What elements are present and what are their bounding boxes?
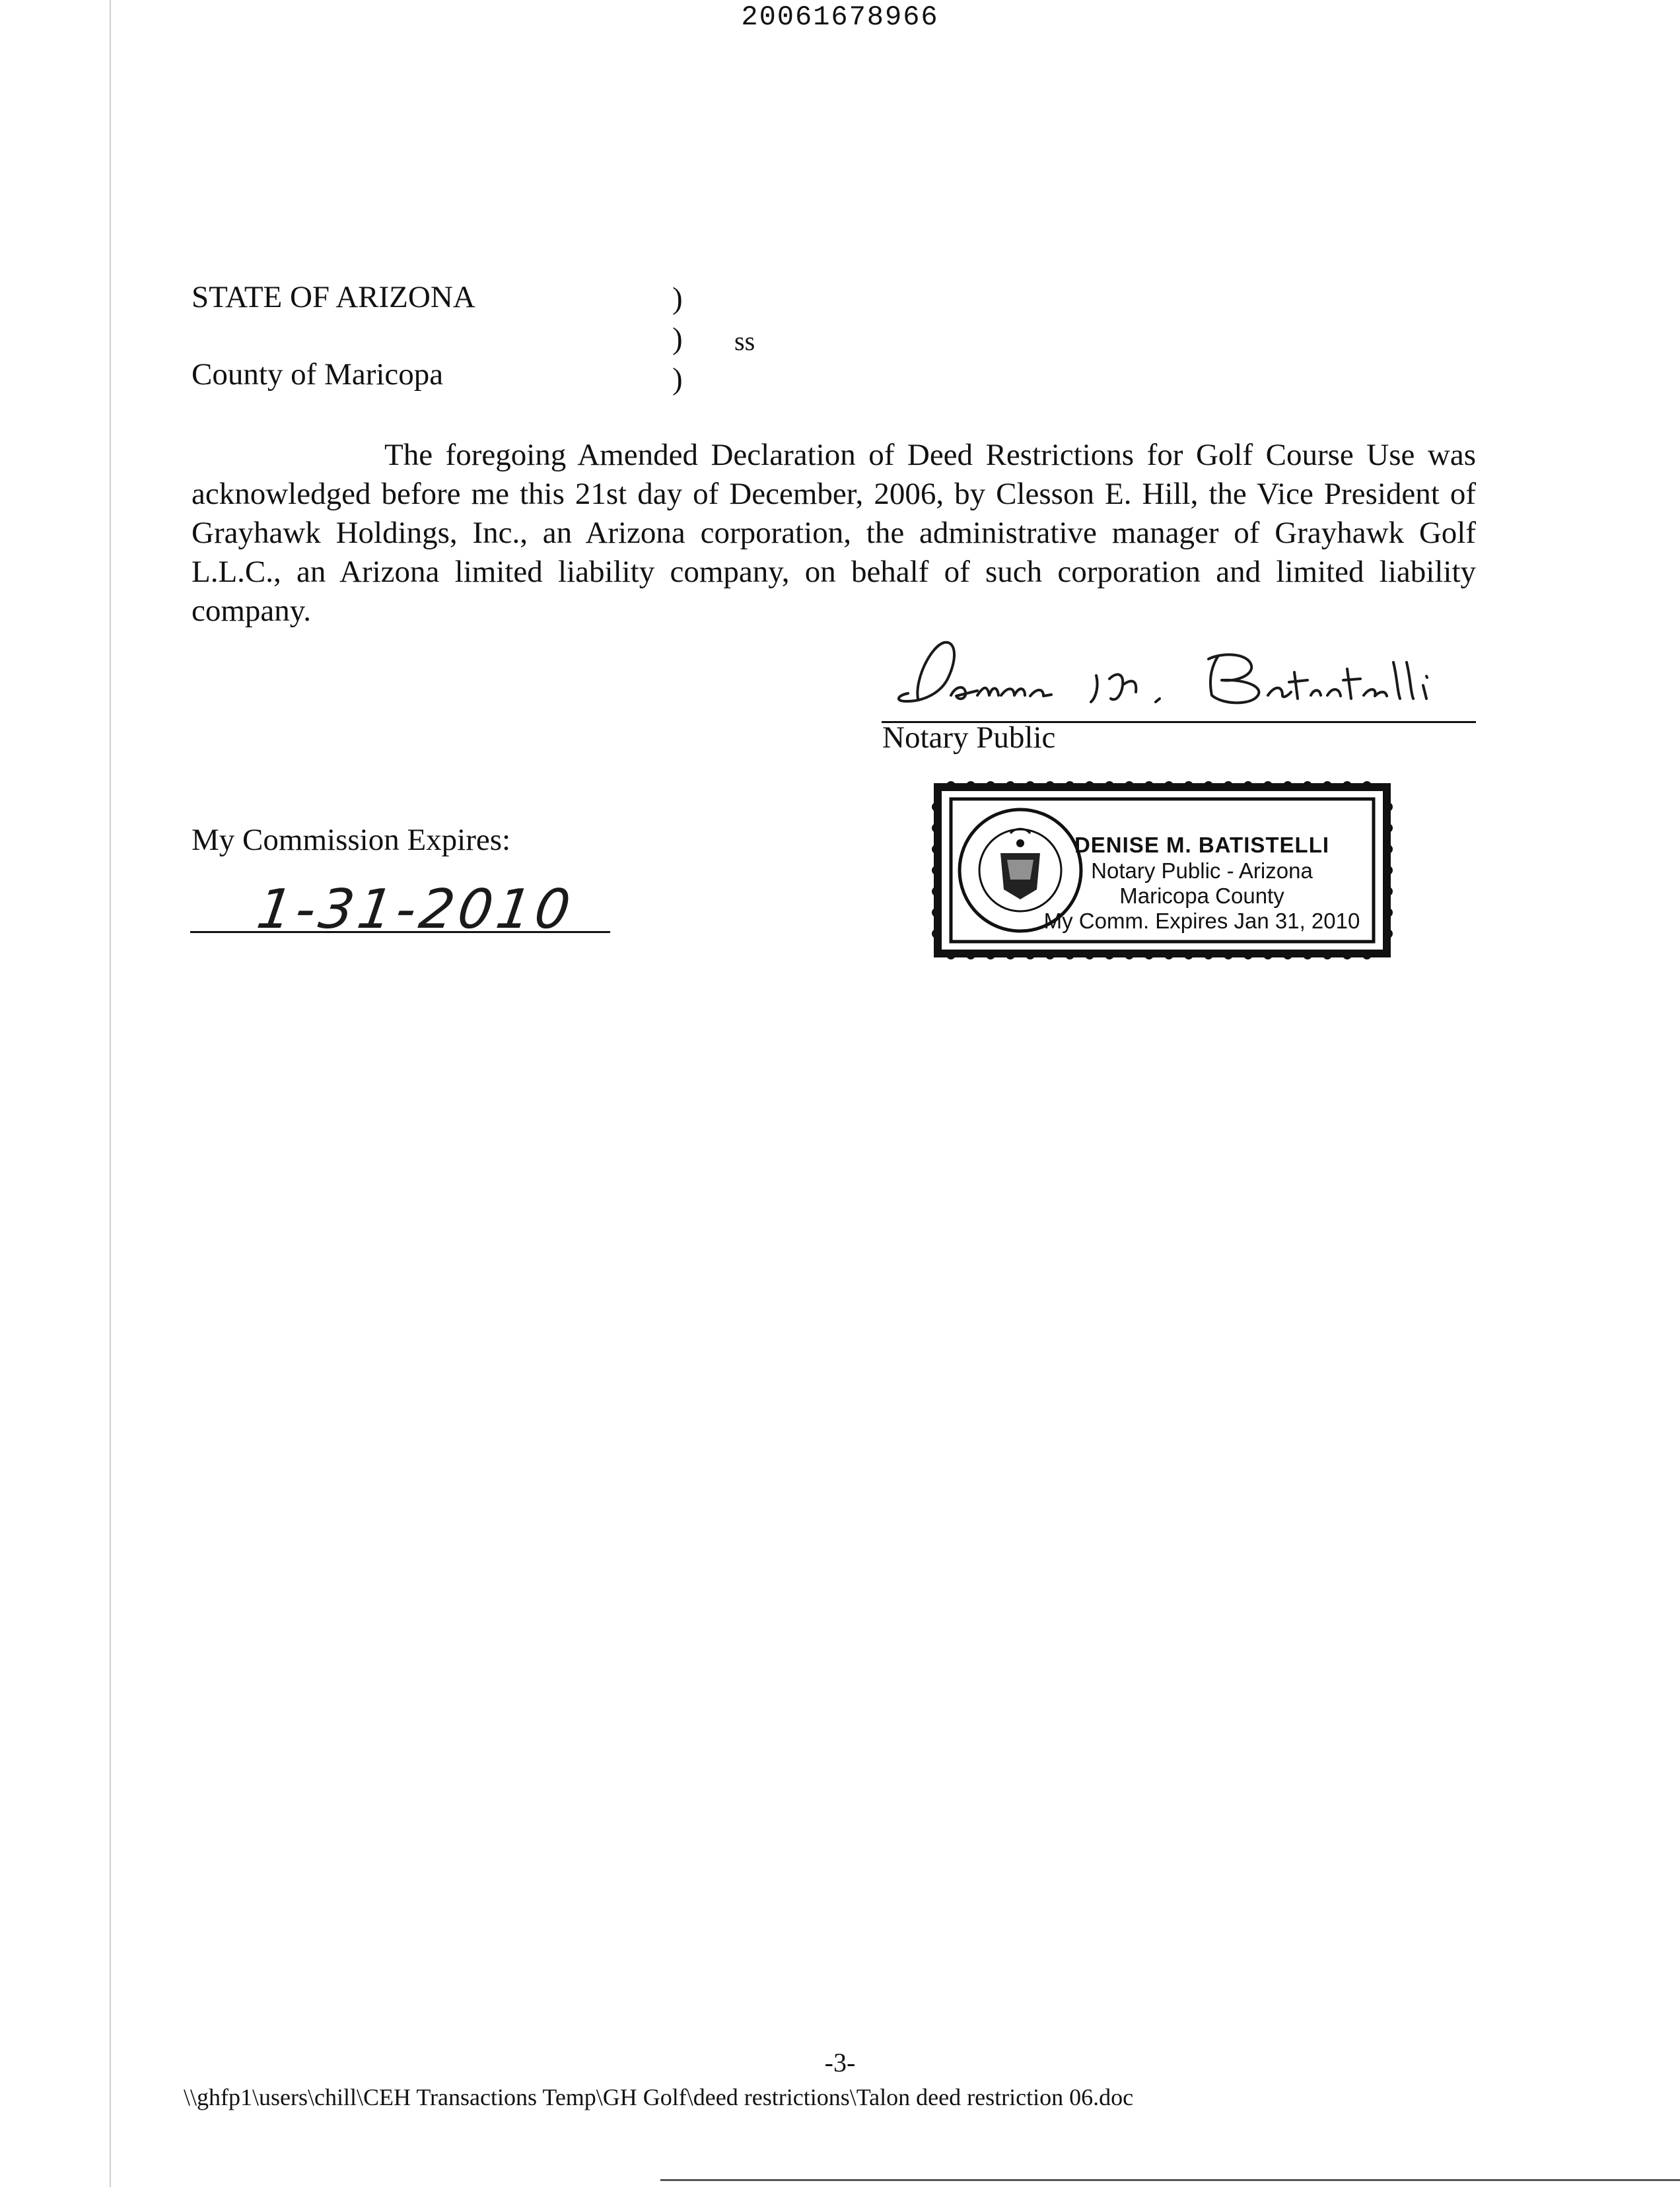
notary-signature [878, 633, 1473, 718]
venue-paren-2: ) [672, 322, 683, 356]
commission-expires-label: My Commission Expires: [192, 823, 511, 857]
venue-paren-3: ) [672, 362, 683, 396]
venue-ss: ss [734, 326, 755, 356]
venue-state: STATE OF ARIZONA [192, 280, 475, 314]
venue-county: County of Maricopa [192, 357, 444, 392]
commission-date-handwritten: 1-31-2010 [253, 878, 578, 941]
page-number: -3- [824, 2048, 856, 2077]
stamp-notary-name: DENISE M. BATISTELLI [1074, 833, 1330, 857]
commission-date-line [190, 931, 610, 933]
acknowledgment-text: The foregoing Amended Declaration of Deed Restrictions for Golf Course Use was acknowledged before me this 21st day of December, 2006, by Clesson E. Hill, the Vice President of Grayhawk Holdings, Inc., an Arizona corporation, the administrative manager of Grayhawk Golf L.L.C., an Arizona limited liability company, on behalf of such corporation and limited liability company. [192, 438, 1476, 628]
stamp-line-1: Notary Public - Arizona [1091, 858, 1313, 883]
acknowledgment-paragraph [192, 436, 1476, 631]
stamp-line-2: Maricopa County [1119, 884, 1284, 908]
document-number: 20061678966 [741, 1, 939, 33]
scan-edge-mark [110, 0, 111, 2187]
scan-bottom-edge [660, 2179, 1680, 2181]
venue-paren-1: ) [672, 281, 683, 316]
footer-file-path: \\ghfp1\users\chill\CEH Transactions Temp\GH Golf\deed restrictions\Talon deed restriction 06.doc [184, 2084, 1134, 2110]
stamp-text-block [1017, 832, 1387, 934]
notary-public-label: Notary Public [882, 720, 1056, 755]
stamp-line-3: My Comm. Expires Jan 31, 2010 [1043, 909, 1360, 933]
